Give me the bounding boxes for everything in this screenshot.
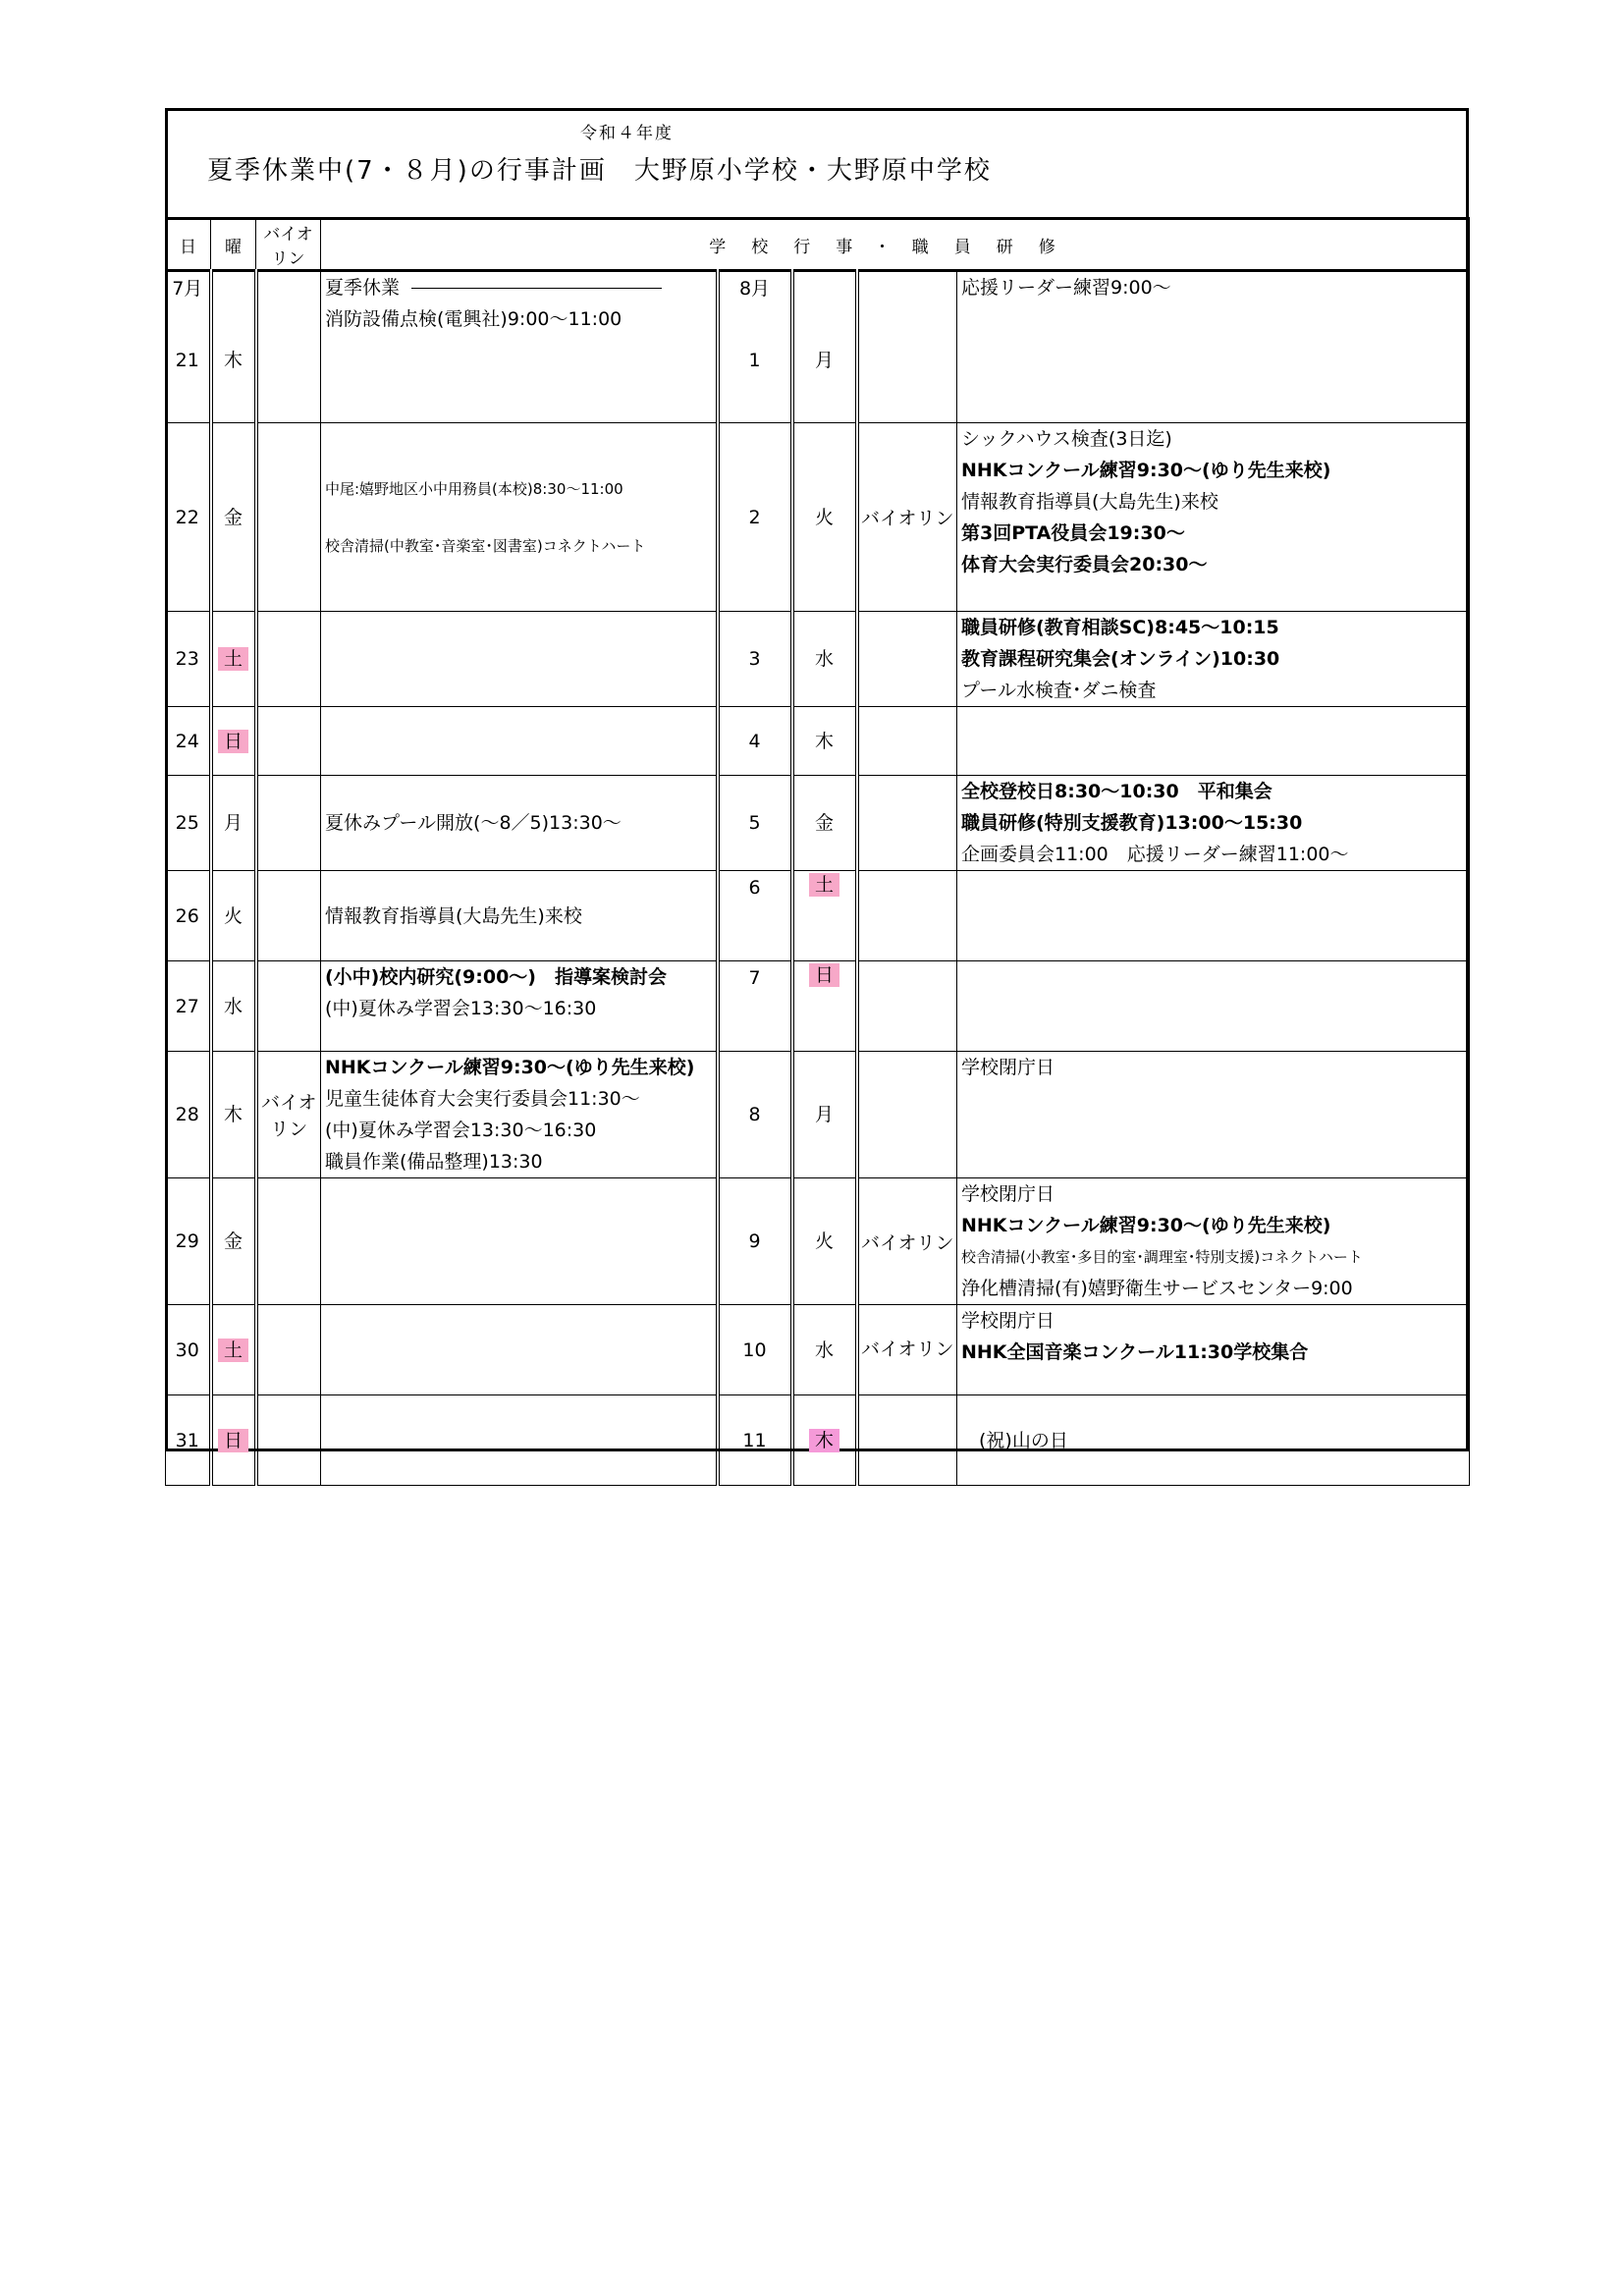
weekday-badge: 木	[223, 1104, 243, 1125]
august-weekday-cell	[792, 871, 857, 961]
july-violin-cell	[256, 1305, 321, 1395]
table-row	[166, 1305, 1470, 1395]
august-day-cell	[718, 776, 792, 871]
header-events: 学校行事･職員研修	[321, 219, 1470, 271]
august-day-number: 3	[748, 648, 761, 670]
august-violin-cell	[857, 871, 957, 961]
august-violin-cell	[857, 1178, 957, 1305]
august-violin-cell	[857, 271, 957, 423]
header-violin: バイオリン	[256, 219, 321, 271]
table-row	[166, 871, 1470, 961]
august-violin-cell	[857, 707, 957, 776]
table-row	[166, 961, 1470, 1052]
august-events-cell	[957, 1052, 1470, 1178]
event-item: 体育大会実行委員会20:30～	[961, 554, 1208, 575]
july-events-cell	[321, 271, 718, 423]
weekday-badge: 水	[223, 995, 243, 1017]
july-day-cell	[166, 612, 211, 707]
july-weekday-cell	[211, 271, 256, 423]
event-item: 消防設備点検(電興社)9:00～11:00	[325, 308, 622, 330]
july-weekday-cell	[211, 423, 256, 612]
august-day-cell	[718, 271, 792, 423]
august-violin-cell	[857, 776, 957, 871]
august-month-label: 8月	[738, 278, 771, 300]
header-day: 日	[166, 219, 211, 271]
event-item: NHKコンクール練習9:30～(ゆり先生来校)	[325, 1057, 695, 1078]
august-weekday-cell	[792, 271, 857, 423]
july-violin-cell	[256, 423, 321, 612]
event-item: 情報教育指導員(大島先生)来校	[961, 491, 1218, 513]
july-weekday-cell	[211, 776, 256, 871]
event-item: 浄化槽清掃(有)嬉野衛生サービスセンター9:00	[961, 1278, 1353, 1299]
july-violin-cell	[256, 961, 321, 1052]
july-violin-cell	[256, 1178, 321, 1305]
july-violin-cell	[256, 1395, 321, 1486]
july-violin-cell	[256, 612, 321, 707]
july-day-number: 27	[175, 995, 199, 1017]
august-day-number: 1	[748, 349, 761, 371]
event-item: 校舎清掃(中教室･音楽室･図書室)コネクトハート	[325, 536, 646, 555]
event-item: 情報教育指導員(大島先生)来校	[325, 904, 582, 927]
event-item: 職員研修(教育相談SC)8:45～10:15	[961, 617, 1279, 638]
july-day-number: 29	[175, 1230, 199, 1252]
weekday-badge: 月	[223, 812, 243, 834]
july-weekday-cell	[211, 1052, 256, 1178]
august-day-cell	[718, 707, 792, 776]
july-violin-cell	[256, 271, 321, 423]
july-events-cell	[321, 1052, 718, 1178]
table-row	[166, 707, 1470, 776]
august-events-cell	[957, 1178, 1470, 1305]
july-violin-cell	[256, 776, 321, 871]
july-events-cell	[321, 1395, 718, 1486]
fiscal-year-label: 令和４年度	[580, 124, 674, 143]
august-day-number: 5	[748, 812, 761, 834]
violin-label: バイオリン	[861, 1231, 954, 1254]
event-item: 児童生徒体育大会実行委員会11:30～	[325, 1088, 640, 1110]
july-day-number: 28	[175, 1104, 199, 1125]
title-box	[168, 111, 1466, 217]
july-violin-cell	[256, 1052, 321, 1178]
july-day-cell	[166, 1052, 211, 1178]
july-day-cell	[166, 776, 211, 871]
event-item: NHKコンクール練習9:30～(ゆり先生来校)	[961, 460, 1331, 481]
event-item: 職員研修(特別支援教育)13:00～15:30	[961, 812, 1303, 834]
vacation-period-line	[411, 288, 662, 289]
august-events-cell	[957, 1395, 1470, 1486]
july-events-cell	[321, 612, 718, 707]
july-day-cell	[166, 1395, 211, 1486]
august-day-number: 6	[748, 877, 761, 899]
event-item: シックハウス検査(3日迄)	[961, 428, 1172, 450]
violin-label: バイオリン	[261, 1092, 317, 1140]
event-item: 教育課程研究集会(オンライン)10:30	[961, 648, 1280, 670]
header-weekday: 曜	[211, 219, 256, 271]
weekday-badge: 土	[218, 647, 248, 671]
weekday-badge: 日	[218, 730, 248, 753]
july-weekday-cell	[211, 707, 256, 776]
event-item: (中)夏休み学習会13:30～16:30	[325, 1120, 597, 1141]
weekday-badge: 火	[814, 506, 834, 528]
table-row	[166, 423, 1470, 612]
august-events-cell	[957, 707, 1470, 776]
table-row	[166, 776, 1470, 871]
weekday-badge: 木	[814, 730, 834, 752]
table-row	[166, 1178, 1470, 1305]
event-item: 学校閉庁日	[961, 1183, 1055, 1205]
july-events-cell	[321, 1305, 718, 1395]
august-day-number: 9	[748, 1230, 761, 1252]
july-events-cell	[321, 776, 718, 871]
table-row	[166, 271, 1470, 423]
table-row	[166, 1052, 1470, 1178]
july-month-label: 7月	[172, 278, 203, 300]
august-violin-cell	[857, 1395, 957, 1486]
august-events-cell	[957, 423, 1470, 612]
july-day-number: 21	[175, 349, 199, 371]
july-day-cell	[166, 271, 211, 423]
july-events-cell	[321, 423, 718, 612]
august-events-cell	[957, 961, 1470, 1052]
page-title: 夏季休業中(7・８月)の行事計画 大野原小学校・大野原中学校	[207, 156, 992, 186]
august-violin-cell	[857, 423, 957, 612]
event-item: 第3回PTA役員会19:30～	[961, 522, 1185, 544]
weekday-badge: 日	[809, 963, 839, 987]
event-item: 学校閉庁日	[961, 1310, 1055, 1332]
july-day-number: 24	[175, 730, 199, 752]
august-weekday-cell	[792, 1305, 857, 1395]
august-day-number: 8	[748, 1104, 761, 1125]
july-events-cell	[321, 961, 718, 1052]
event-item: 中尾:嬉野地区小中用務員(本校)8:30～11:00	[325, 479, 623, 498]
header-row	[166, 219, 1470, 271]
july-weekday-cell	[211, 612, 256, 707]
weekday-badge: 木	[809, 1429, 839, 1452]
august-day-cell	[718, 1052, 792, 1178]
weekday-badge: 月	[814, 349, 834, 371]
july-day-number: 31	[175, 1429, 199, 1451]
august-weekday-cell	[792, 1395, 857, 1486]
event-item: 学校閉庁日	[961, 1057, 1055, 1078]
event-item: 職員作業(備品整理)13:30	[325, 1151, 543, 1173]
july-day-number: 30	[175, 1339, 199, 1361]
july-day-number: 23	[175, 648, 199, 670]
weekday-badge: 火	[814, 1230, 834, 1252]
august-weekday-cell	[792, 707, 857, 776]
weekday-badge: 水	[814, 648, 834, 670]
august-day-cell	[718, 961, 792, 1052]
event-item: 企画委員会11:00 応援リーダー練習11:00～	[961, 844, 1349, 865]
july-weekday-cell	[211, 1178, 256, 1305]
schedule-sheet	[165, 108, 1469, 1451]
july-day-number: 26	[175, 904, 199, 927]
august-events-cell	[957, 612, 1470, 707]
july-violin-cell	[256, 707, 321, 776]
weekday-badge: 木	[223, 349, 243, 371]
table-row	[166, 1395, 1470, 1486]
august-events-cell	[957, 271, 1470, 423]
weekday-badge: 日	[218, 1429, 248, 1452]
weekday-badge: 水	[814, 1339, 834, 1361]
event-item: (祝)山の日	[979, 1429, 1068, 1451]
event-item: 夏季休業	[321, 272, 716, 303]
weekday-badge: 金	[814, 812, 834, 834]
july-weekday-cell	[211, 961, 256, 1052]
july-day-cell	[166, 961, 211, 1052]
july-events-cell	[321, 871, 718, 961]
event-calendar-table	[165, 217, 1470, 1486]
weekday-badge: 火	[223, 904, 243, 927]
table-row	[166, 612, 1470, 707]
july-day-cell	[166, 1178, 211, 1305]
august-day-cell	[718, 871, 792, 961]
violin-label: バイオリン	[861, 1339, 954, 1360]
weekday-badge: 金	[223, 506, 243, 528]
august-violin-cell	[857, 961, 957, 1052]
july-events-cell	[321, 707, 718, 776]
august-events-cell	[957, 776, 1470, 871]
event-item: (小中)校内研究(9:00～) 指導案検討会	[325, 966, 667, 988]
august-violin-cell	[857, 1052, 957, 1178]
july-day-cell	[166, 1305, 211, 1395]
august-day-cell	[718, 1178, 792, 1305]
july-day-cell	[166, 707, 211, 776]
violin-label: バイオリン	[861, 508, 954, 529]
august-day-cell	[718, 612, 792, 707]
august-day-number: 11	[742, 1429, 767, 1451]
weekday-badge: 月	[814, 1104, 834, 1125]
august-events-cell	[957, 1305, 1470, 1395]
event-item: 応援リーダー練習9:00～	[961, 277, 1171, 299]
event-item: (中)夏休み学習会13:30～16:30	[325, 998, 597, 1019]
august-day-number: 10	[742, 1339, 767, 1361]
august-day-number: 2	[748, 506, 761, 528]
event-item: 夏休みプール開放(～8／5)13:30～	[325, 812, 622, 834]
july-day-cell	[166, 423, 211, 612]
august-weekday-cell	[792, 423, 857, 612]
weekday-badge: 金	[223, 1230, 243, 1252]
july-day-number: 25	[175, 812, 199, 834]
august-day-number: 7	[748, 967, 761, 989]
august-weekday-cell	[792, 612, 857, 707]
august-weekday-cell	[792, 776, 857, 871]
calendar-body	[166, 271, 1470, 1486]
august-day-cell	[718, 1395, 792, 1486]
event-item: 校舎清掃(小教室･多目的室･調理室･特別支援)コネクトハート	[961, 1248, 1363, 1266]
july-events-cell	[321, 1178, 718, 1305]
august-events-cell	[957, 871, 1470, 961]
august-day-cell	[718, 423, 792, 612]
event-item: NHKコンクール練習9:30～(ゆり先生来校)	[961, 1215, 1331, 1236]
weekday-badge: 土	[218, 1339, 248, 1362]
august-weekday-cell	[792, 1052, 857, 1178]
event-item: プール水検査･ダニ検査	[961, 680, 1157, 701]
august-violin-cell	[857, 612, 957, 707]
weekday-badge: 土	[809, 873, 839, 897]
event-item: 全校登校日8:30～10:30 平和集会	[961, 781, 1272, 802]
event-item: NHK全国音楽コンクール11:30学校集合	[961, 1341, 1309, 1363]
july-day-number: 22	[175, 506, 199, 528]
july-weekday-cell	[211, 871, 256, 961]
july-violin-cell	[256, 871, 321, 961]
july-weekday-cell	[211, 1305, 256, 1395]
august-weekday-cell	[792, 961, 857, 1052]
july-weekday-cell	[211, 1395, 256, 1486]
august-weekday-cell	[792, 1178, 857, 1305]
august-day-cell	[718, 1305, 792, 1395]
july-day-cell	[166, 871, 211, 961]
august-violin-cell	[857, 1305, 957, 1395]
august-day-number: 4	[748, 730, 761, 752]
